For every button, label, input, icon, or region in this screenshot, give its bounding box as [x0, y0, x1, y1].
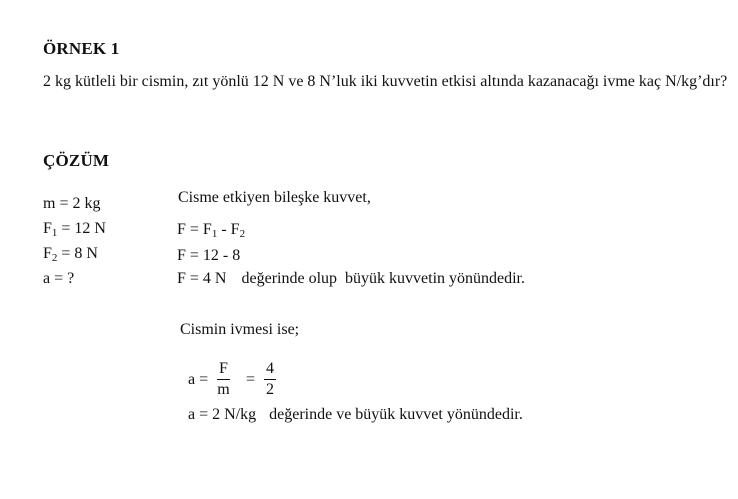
given-force-1: $F_1 = 12$ N	[43, 220, 106, 239]
fraction-numeric: $\frac{4}{2}$	[266, 360, 274, 398]
acceleration-intro: Cismin ivmesi ise;	[180, 321, 300, 338]
resultant-result: F = 4 N değerinde olup büyük kuvvetin yönündedir.	[177, 270, 525, 287]
resultant-formula: $F = F_1 - F_2$	[177, 221, 246, 240]
fraction-force-over-mass: $\frac{F}{m}$	[217, 360, 230, 398]
problem-text: 2 kg kütleli bir cismin, zıt yönlü 12 N ve 8 N’luk iki kuvvetin etkisi altında kazanacağı ivme kaç N/kg’dır?	[43, 73, 728, 90]
given-unknown: a = ?	[43, 270, 75, 287]
resultant-substitution: F = 12 - 8	[177, 247, 241, 264]
resultant-intro: Cisme etkiyen bileşke kuvvet,	[178, 189, 371, 206]
given-mass: m = 2 kg	[43, 195, 101, 212]
example-title: ÖRNEK 1	[43, 39, 120, 58]
acceleration-lhs: a =	[188, 371, 209, 388]
acceleration-result: a = 2 N/kg değerinde ve büyük kuvvet yönündedir.	[188, 406, 523, 423]
equals-sign: =	[246, 371, 256, 388]
solution-title: ÇÖZÜM	[43, 151, 110, 170]
given-force-2: $F_2 = 8$ N	[43, 245, 98, 264]
